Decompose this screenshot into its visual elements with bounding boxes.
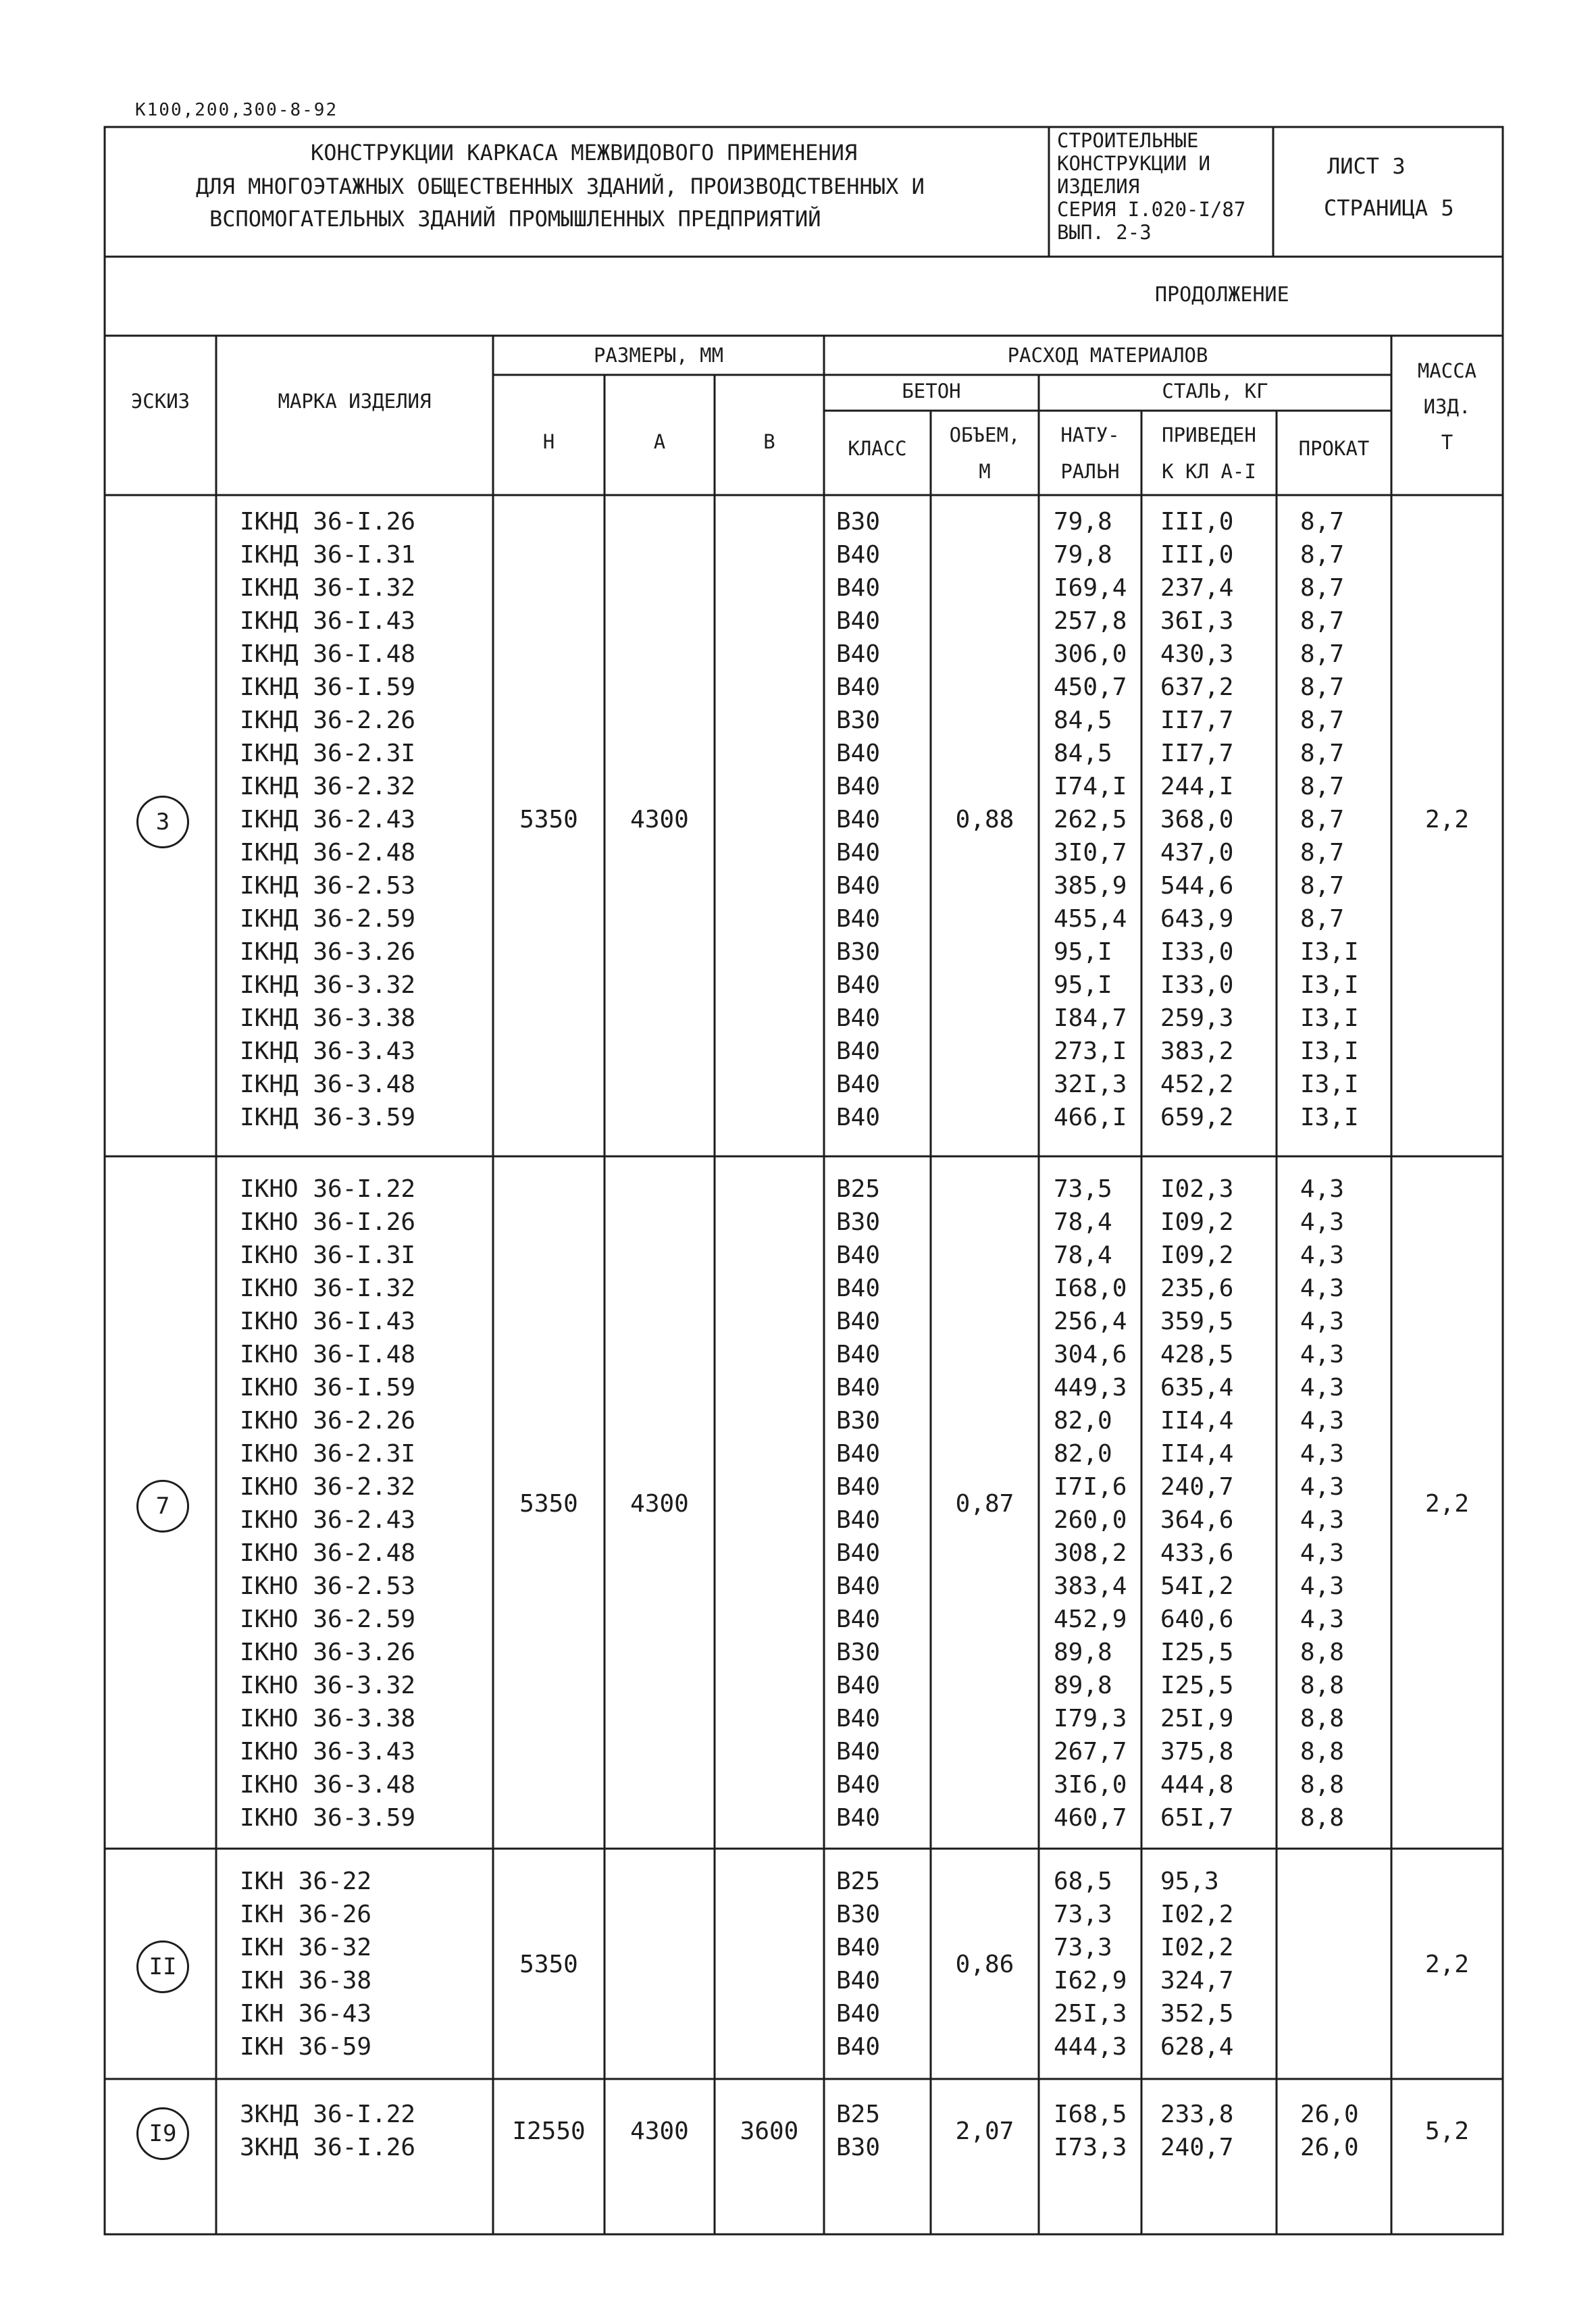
col-concrete-group: БЕТОН: [902, 380, 961, 403]
product-mark: IКН 36-43: [240, 2000, 372, 2028]
steel-rolled: I3,I: [1300, 1071, 1359, 1098]
sketch-number: 7: [136, 1480, 189, 1533]
concrete-class: В40: [836, 1967, 881, 1995]
steel-reduced: 437,0: [1160, 839, 1234, 867]
col-volume: ОБЪЕМ,: [949, 423, 1021, 446]
steel-reduced: 383,2: [1160, 1037, 1234, 1065]
steel-reduced: 36I,3: [1160, 607, 1234, 635]
col-rolled: ПРОКАТ: [1298, 437, 1370, 460]
concrete-class: В40: [836, 1241, 881, 1269]
steel-rolled: 8,8: [1300, 1804, 1345, 1832]
col-reduced: ПРИВЕДЕН: [1162, 423, 1256, 446]
concrete-class: В25: [836, 1868, 881, 1895]
product-mark: IКНО 36-I.59: [240, 1374, 416, 1402]
steel-rolled: 8,7: [1300, 673, 1345, 701]
steel-natural: I7I,6: [1054, 1473, 1127, 1501]
steel-rolled: 4,3: [1300, 1241, 1345, 1269]
product-mark: IКНД 36-I.31: [240, 541, 416, 569]
steel-natural: 257,8: [1054, 607, 1127, 635]
title-line-2: ДЛЯ МНОГОЭТАЖНЫХ ОБЩЕСТВЕННЫХ ЗДАНИЙ, ПРОИЗВОДСТВЕННЫХ И: [196, 174, 925, 199]
concrete-class: В40: [836, 1473, 881, 1501]
concrete-class: В40: [836, 2000, 881, 2028]
steel-rolled: 4,3: [1300, 1374, 1345, 1402]
steel-natural: I68,0: [1054, 1275, 1127, 1302]
product-mark: IКНО 36-2.43: [240, 1506, 416, 1534]
product-mark: IКН 36-32: [240, 1934, 372, 1961]
steel-rolled: 4,3: [1300, 1539, 1345, 1567]
product-mark: IКНО 36-I.32: [240, 1275, 416, 1302]
concrete-class: В40: [836, 1374, 881, 1402]
concrete-class: В40: [836, 740, 881, 767]
concrete-class: В40: [836, 2033, 881, 2061]
steel-reduced: 628,4: [1160, 2033, 1234, 2061]
steel-natural: 450,7: [1054, 673, 1127, 701]
concrete-class: В40: [836, 1308, 881, 1335]
steel-rolled: 26,0: [1300, 2101, 1359, 2128]
steel-reduced: 65I,7: [1160, 1804, 1234, 1832]
steel-natural: 78,4: [1054, 1208, 1112, 1236]
concrete-class: В40: [836, 1506, 881, 1534]
steel-rolled: 4,3: [1300, 1308, 1345, 1335]
col-mark: МАРКА ИЗДЕЛИЯ: [278, 390, 432, 413]
product-mark: IКНО 36-2.3I: [240, 1440, 416, 1468]
steel-reduced: I33,0: [1160, 938, 1234, 966]
concrete-class: В40: [836, 1037, 881, 1065]
steel-rolled: 4,3: [1300, 1341, 1345, 1368]
col-mass-2: ИЗД.: [1423, 395, 1471, 418]
steel-rolled: 8,8: [1300, 1672, 1345, 1699]
steel-rolled: 4,3: [1300, 1572, 1345, 1600]
steel-rolled: I3,I: [1300, 938, 1359, 966]
concrete-class: В40: [836, 541, 881, 569]
steel-rolled: I3,I: [1300, 971, 1359, 999]
product-mark: IКНД 36-2.48: [240, 839, 416, 867]
product-mark: IКНД 36-2.59: [240, 905, 416, 933]
concrete-class: В25: [836, 1175, 881, 1203]
product-mark: IКНО 36-3.59: [240, 1804, 416, 1832]
steel-rolled: 8,7: [1300, 706, 1345, 734]
steel-natural: 449,3: [1054, 1374, 1127, 1402]
steel-natural: 78,4: [1054, 1241, 1112, 1269]
product-mark: IКНО 36-3.32: [240, 1672, 416, 1699]
product-mark: IКНД 36-I.43: [240, 607, 416, 635]
product-mark: IКНД 36-2.32: [240, 773, 416, 800]
concrete-volume: 0,87: [955, 1489, 1014, 1518]
steel-natural: I79,3: [1054, 1705, 1127, 1732]
concrete-class: В40: [836, 839, 881, 867]
steel-natural: 385,9: [1054, 872, 1127, 900]
steel-natural: 32I,3: [1054, 1071, 1127, 1098]
steel-reduced: 364,6: [1160, 1506, 1234, 1534]
concrete-class: В40: [836, 574, 881, 602]
product-mass: 5,2: [1424, 2117, 1470, 2145]
steel-rolled: 8,7: [1300, 839, 1345, 867]
steel-rolled: 8,7: [1300, 773, 1345, 800]
steel-rolled: 8,7: [1300, 541, 1345, 569]
product-mark: IКНД 36-I.59: [240, 673, 416, 701]
steel-reduced: I02,2: [1160, 1934, 1234, 1961]
concrete-class: В30: [836, 2134, 881, 2161]
concrete-class: В40: [836, 1605, 881, 1633]
product-mark: IКН 36-22: [240, 1868, 372, 1895]
dimension-a: 4300: [630, 1489, 689, 1518]
steel-reduced: 359,5: [1160, 1308, 1234, 1335]
dimension-h: 5350: [519, 806, 578, 833]
concrete-class: В40: [836, 1705, 881, 1732]
product-mark: IКН 36-38: [240, 1967, 372, 1995]
steel-natural: 260,0: [1054, 1506, 1127, 1534]
steel-reduced: I02,2: [1160, 1901, 1234, 1928]
concrete-class: В40: [836, 1934, 881, 1961]
product-mark: IКНО 36-2.26: [240, 1407, 416, 1435]
steel-reduced: II4,4: [1160, 1407, 1234, 1435]
steel-rolled: 8,7: [1300, 806, 1345, 833]
product-mark: IКНО 36-3.38: [240, 1705, 416, 1732]
steel-natural: 452,9: [1054, 1605, 1127, 1633]
concrete-class: В40: [836, 1275, 881, 1302]
steel-natural: 455,4: [1054, 905, 1127, 933]
steel-reduced: 659,2: [1160, 1104, 1234, 1131]
steel-rolled: 4,3: [1300, 1473, 1345, 1501]
concrete-class: В25: [836, 2101, 881, 2128]
steel-reduced: 428,5: [1160, 1341, 1234, 1368]
dimension-h: 5350: [519, 1950, 578, 1978]
steel-natural: 466,I: [1054, 1104, 1127, 1131]
sketch-number: I9: [136, 2107, 189, 2160]
concrete-class: В40: [836, 872, 881, 900]
dimension-h: I2550: [512, 2117, 586, 2145]
col-h: Н: [542, 430, 555, 453]
concrete-class: В30: [836, 706, 881, 734]
steel-natural: 73,5: [1054, 1175, 1112, 1203]
steel-rolled: 8,8: [1300, 1771, 1345, 1799]
product-mark: IКНД 36-I.48: [240, 640, 416, 668]
title-line-1: КОНСТРУКЦИИ КАРКАСА МЕЖВИДОВОГО ПРИМЕНЕНИЯ: [311, 140, 858, 165]
steel-natural: 89,8: [1054, 1672, 1112, 1699]
steel-reduced: 452,2: [1160, 1071, 1234, 1098]
steel-rolled: I3,I: [1300, 1104, 1359, 1131]
dimension-a: 4300: [630, 2117, 689, 2145]
steel-rolled: 4,3: [1300, 1440, 1345, 1468]
steel-natural: 273,I: [1054, 1037, 1127, 1065]
concrete-class: В30: [836, 1639, 881, 1666]
steel-rolled: 8,8: [1300, 1639, 1345, 1666]
steel-rolled: 4,3: [1300, 1506, 1345, 1534]
col-mass-unit: Т: [1441, 431, 1453, 454]
product-mass: 2,2: [1424, 806, 1470, 833]
steel-reduced: 259,3: [1160, 1004, 1234, 1032]
steel-natural: 73,3: [1054, 1934, 1112, 1961]
steel-rolled: 4,3: [1300, 1275, 1345, 1302]
steel-natural: 3I0,7: [1054, 839, 1127, 867]
continuation-label: ПРОДОЛЖЕНИЕ: [1155, 283, 1289, 307]
product-mark: IКНО 36-2.48: [240, 1539, 416, 1567]
product-mark: IКНД 36-3.48: [240, 1071, 416, 1098]
product-mark: IКН 36-59: [240, 2033, 372, 2061]
series-line-3: ИЗДЕЛИЯ: [1057, 175, 1140, 198]
steel-rolled: 8,7: [1300, 607, 1345, 635]
steel-rolled: 4,3: [1300, 1208, 1345, 1236]
steel-natural: 68,5: [1054, 1868, 1112, 1895]
product-mark: IКНД 36-2.26: [240, 706, 416, 734]
steel-natural: I69,4: [1054, 574, 1127, 602]
col-materials-group: РАСХОД МАТЕРИАЛОВ: [1007, 344, 1208, 367]
concrete-class: В40: [836, 806, 881, 833]
steel-reduced: 95,3: [1160, 1868, 1219, 1895]
steel-reduced: 444,8: [1160, 1771, 1234, 1799]
concrete-class: В40: [836, 673, 881, 701]
steel-natural: I62,9: [1054, 1967, 1127, 1995]
steel-natural: 89,8: [1054, 1639, 1112, 1666]
product-mark: IКНД 36-I.26: [240, 508, 416, 536]
concrete-class: В40: [836, 1738, 881, 1766]
product-mark: IКНО 36-3.43: [240, 1738, 416, 1766]
steel-reduced: 240,7: [1160, 2134, 1234, 2161]
steel-reduced: I09,2: [1160, 1241, 1234, 1269]
steel-natural: I68,5: [1054, 2101, 1127, 2128]
col-natural: НАТУ-: [1060, 423, 1120, 446]
steel-rolled: 8,7: [1300, 640, 1345, 668]
product-mark: 3КНД 36-I.22: [240, 2101, 416, 2128]
steel-reduced: I09,2: [1160, 1208, 1234, 1236]
steel-rolled: 4,3: [1300, 1407, 1345, 1435]
steel-natural: 383,4: [1054, 1572, 1127, 1600]
steel-natural: 444,3: [1054, 2033, 1127, 2061]
concrete-volume: 0,88: [955, 806, 1014, 833]
product-mark: IКНО 36-3.48: [240, 1771, 416, 1799]
steel-natural: 256,4: [1054, 1308, 1127, 1335]
steel-reduced: 368,0: [1160, 806, 1234, 833]
steel-natural: 79,8: [1054, 508, 1112, 536]
steel-natural: I84,7: [1054, 1004, 1127, 1032]
steel-natural: 306,0: [1054, 640, 1127, 668]
col-b: В: [763, 430, 775, 453]
product-mark: IКНО 36-I.26: [240, 1208, 416, 1236]
steel-reduced: 244,I: [1160, 773, 1234, 800]
steel-reduced: 544,6: [1160, 872, 1234, 900]
product-mark: IКНД 36-2.53: [240, 872, 416, 900]
steel-rolled: 8,7: [1300, 508, 1345, 536]
title-line-3: ВСПОМОГАТЕЛЬНЫХ ЗДАНИЙ ПРОМЫШЛЕННЫХ ПРЕДПРИЯТИЙ: [209, 206, 821, 232]
product-mark: IКНД 36-I.32: [240, 574, 416, 602]
steel-rolled: 8,7: [1300, 740, 1345, 767]
steel-natural: 82,0: [1054, 1440, 1112, 1468]
steel-reduced: III,0: [1160, 541, 1234, 569]
steel-rolled: 4,3: [1300, 1175, 1345, 1203]
concrete-class: В30: [836, 1901, 881, 1928]
product-mark: IКН 36-26: [240, 1901, 372, 1928]
col-volume-unit: М: [979, 460, 991, 483]
product-mark: IКНО 36-I.3I: [240, 1241, 416, 1269]
concrete-class: В30: [836, 938, 881, 966]
steel-natural: 95,I: [1054, 938, 1112, 966]
concrete-class: В40: [836, 905, 881, 933]
steel-natural: 460,7: [1054, 1804, 1127, 1832]
concrete-class: В40: [836, 1440, 881, 1468]
product-mass: 2,2: [1424, 1950, 1470, 1978]
steel-rolled: 26,0: [1300, 2134, 1359, 2161]
concrete-class: В40: [836, 1104, 881, 1131]
steel-reduced: I02,3: [1160, 1175, 1234, 1203]
steel-reduced: 637,2: [1160, 673, 1234, 701]
dimension-h: 5350: [519, 1489, 578, 1518]
concrete-class: В40: [836, 607, 881, 635]
concrete-class: В40: [836, 1572, 881, 1600]
steel-reduced: II7,7: [1160, 740, 1234, 767]
steel-rolled: 8,7: [1300, 574, 1345, 602]
product-mark: IКНО 36-I.22: [240, 1175, 416, 1203]
steel-reduced: II4,4: [1160, 1440, 1234, 1468]
steel-reduced: I33,0: [1160, 971, 1234, 999]
dimension-a: 4300: [630, 806, 689, 833]
steel-natural: 84,5: [1054, 740, 1112, 767]
steel-natural: 304,6: [1054, 1341, 1127, 1368]
steel-natural: 95,I: [1054, 971, 1112, 999]
steel-natural: I73,3: [1054, 2134, 1127, 2161]
steel-reduced: 643,9: [1160, 905, 1234, 933]
product-mass: 2,2: [1424, 1489, 1470, 1518]
steel-reduced: 235,6: [1160, 1275, 1234, 1302]
concrete-volume: 2,07: [955, 2117, 1014, 2145]
col-sketch: ЭСКИЗ: [130, 390, 190, 413]
steel-rolled: I3,I: [1300, 1004, 1359, 1032]
steel-rolled: 8,8: [1300, 1705, 1345, 1732]
col-class: КЛАСС: [848, 437, 907, 460]
concrete-class: В40: [836, 1341, 881, 1368]
product-mark: IКНО 36-2.32: [240, 1473, 416, 1501]
product-mark: IКНО 36-3.26: [240, 1639, 416, 1666]
steel-reduced: 640,6: [1160, 1605, 1234, 1633]
concrete-class: В40: [836, 971, 881, 999]
document-code: К100,200,300-8-92: [135, 100, 338, 120]
concrete-class: В40: [836, 1071, 881, 1098]
steel-natural: 82,0: [1054, 1407, 1112, 1435]
concrete-class: В30: [836, 1407, 881, 1435]
steel-natural: 25I,3: [1054, 2000, 1127, 2028]
product-mark: IКНД 36-3.43: [240, 1037, 416, 1065]
concrete-class: В40: [836, 1804, 881, 1832]
steel-reduced: 433,6: [1160, 1539, 1234, 1567]
product-mark: IКНД 36-2.3I: [240, 740, 416, 767]
steel-reduced: 237,4: [1160, 574, 1234, 602]
col-mass: МАССА: [1417, 359, 1477, 382]
concrete-volume: 0,86: [955, 1950, 1014, 1978]
series-line-2: КОНСТРУКЦИИ И: [1057, 152, 1210, 175]
concrete-class: В30: [836, 508, 881, 536]
steel-natural: 3I6,0: [1054, 1771, 1127, 1799]
steel-reduced: 240,7: [1160, 1473, 1234, 1501]
steel-reduced: 375,8: [1160, 1738, 1234, 1766]
product-mark: 3КНД 36-I.26: [240, 2134, 416, 2161]
series-line-1: СТРОИТЕЛЬНЫЕ: [1057, 129, 1199, 152]
product-mark: IКНО 36-I.43: [240, 1308, 416, 1335]
steel-natural: 73,3: [1054, 1901, 1112, 1928]
concrete-class: В40: [836, 1004, 881, 1032]
steel-natural: 262,5: [1054, 806, 1127, 833]
steel-natural: 79,8: [1054, 541, 1112, 569]
steel-reduced: III,0: [1160, 508, 1234, 536]
concrete-class: В40: [836, 1672, 881, 1699]
col-reduced-2: К КЛ А-I: [1162, 460, 1256, 483]
steel-reduced: 430,3: [1160, 640, 1234, 668]
sheet-number: ЛИСТ 3: [1327, 153, 1406, 179]
steel-reduced: 233,8: [1160, 2101, 1234, 2128]
product-mark: IКНД 36-2.43: [240, 806, 416, 833]
series-line-5: ВЫП. 2-3: [1057, 221, 1152, 244]
col-steel-group: СТАЛЬ, КГ: [1162, 380, 1268, 403]
product-mark: IКНД 36-3.59: [240, 1104, 416, 1131]
steel-reduced: I25,5: [1160, 1672, 1234, 1699]
product-mark: IКНО 36-2.59: [240, 1605, 416, 1633]
product-mark: IКНО 36-I.48: [240, 1341, 416, 1368]
col-sizes-group: РАЗМЕРЫ, ММ: [593, 344, 724, 367]
steel-rolled: 8,8: [1300, 1738, 1345, 1766]
sketch-number: 3: [136, 796, 189, 848]
steel-reduced: 635,4: [1160, 1374, 1234, 1402]
steel-natural: 84,5: [1054, 706, 1112, 734]
steel-rolled: I3,I: [1300, 1037, 1359, 1065]
sketch-number: II: [136, 1940, 189, 1993]
product-mark: IКНО 36-2.53: [240, 1572, 416, 1600]
product-mark: IКНД 36-3.26: [240, 938, 416, 966]
page-number: СТРАНИЦА 5: [1324, 195, 1454, 221]
concrete-class: В40: [836, 1771, 881, 1799]
steel-natural: 267,7: [1054, 1738, 1127, 1766]
series-line-4: СЕРИЯ I.020-I/87: [1057, 198, 1246, 221]
steel-reduced: 54I,2: [1160, 1572, 1234, 1600]
steel-reduced: I25,5: [1160, 1639, 1234, 1666]
steel-rolled: 8,7: [1300, 872, 1345, 900]
dimension-b: 3600: [740, 2117, 799, 2145]
steel-reduced: 324,7: [1160, 1967, 1234, 1995]
steel-reduced: 352,5: [1160, 2000, 1234, 2028]
steel-reduced: II7,7: [1160, 706, 1234, 734]
concrete-class: В40: [836, 773, 881, 800]
steel-rolled: 8,7: [1300, 905, 1345, 933]
concrete-class: В40: [836, 1539, 881, 1567]
steel-rolled: 4,3: [1300, 1605, 1345, 1633]
product-mark: IКНД 36-3.32: [240, 971, 416, 999]
col-a: А: [653, 430, 666, 453]
concrete-class: В40: [836, 640, 881, 668]
steel-reduced: 25I,9: [1160, 1705, 1234, 1732]
concrete-class: В30: [836, 1208, 881, 1236]
steel-natural: 308,2: [1054, 1539, 1127, 1567]
steel-natural: I74,I: [1054, 773, 1127, 800]
product-mark: IКНД 36-3.38: [240, 1004, 416, 1032]
col-natural-2: РАЛЬН: [1060, 460, 1120, 483]
